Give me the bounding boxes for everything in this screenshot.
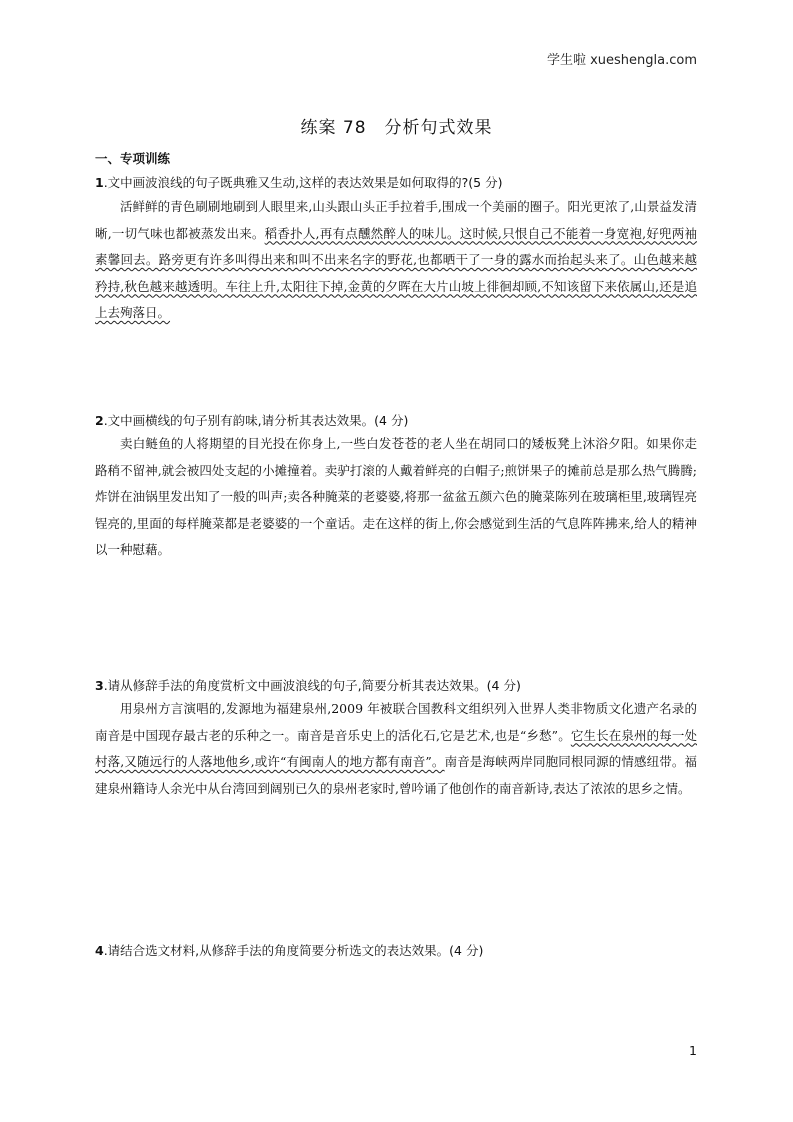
passage-text: 卖白鲢鱼的人将期望的目光投在你身上,一些白发苍苍的老人坐在胡同口的矮板凳上沐浴夕阳。如果你走路稍不留神,就会被四处支起的小摊撞着。卖驴打滚的人戴着鲜亮的白帽子;煎饼果子的摊前总是那么热气腾腾;炸饼在油锅里发出知了一般的叫声;卖各种腌菜的老婆婆,将那一盆盆五颜六色的腌菜陈列在玻璃柜里,玻璃锃亮锃亮的,里面的每样腌菜都是老婆婆的一个童话。走在这样的街上,你会感觉到生活的气息阵阵拂来,给人的精神以一种慰藉。 (95, 436, 697, 557)
question-1-passage (95, 194, 697, 327)
wavy-underlined-text: 稻香扑人,再有点醺然醉人的味儿。这时候,只恨自己不能着一身宽袍,好兜两袖素馨回去。路旁更有许多叫得出来和叫不出来名字的野花,也都晒干了一身的露水而抬起头来了。山色越来越矜持,秋色越来越透明。车往上升,太阳往下掉,金黄的夕晖在大片山坡上徘徊却顾,不知该留下来依属山,还是追上去殉落日。 (95, 225, 698, 320)
question-text: .文中画波浪线的句子既典雅又生动,这样的表达效果是如何取得的?(5 分) (103, 175, 503, 190)
passage-text: 南音是海峡两岸同胞同根同源的情感纽带。福建泉州籍诗人余光中从台湾回到阔别已久的泉州老家时,曾吟诵了他创作的南音新诗,表达了浓浓的思乡之情。 (95, 754, 697, 796)
question-2-prompt (95, 411, 695, 429)
question-number: 2 (95, 413, 104, 428)
question-text: .请从修辞手法的角度赏析文中画波浪线的句子,简要分析其表达效果。(4 分) (103, 678, 521, 693)
section-heading: 一、专项训练 (95, 151, 171, 166)
page-title: 练案 78 分析句式效果 (300, 118, 493, 138)
question-number: 4 (95, 943, 104, 958)
watermark: 学生啦 xueshengla.com (546, 53, 697, 68)
question-1-prompt (95, 173, 695, 191)
question-number: 3 (95, 678, 104, 693)
question-3-passage (95, 696, 697, 802)
question-4-prompt (95, 941, 695, 959)
passage-text: 活鲜鲜的青色刷刷地刷到人眼里来,山头跟山头正手拉着手,围成一个美丽的圈子。阳光更浓了,山景益发清晰,一切气味也都被蒸发出来。 (95, 199, 697, 241)
wavy-underlined-text: 它生长在泉州的每一处村落,又随远行的人落地他乡,或许“有闽南人的地方都有南音”。 (95, 727, 697, 769)
question-2-passage (95, 431, 697, 564)
question-3-prompt (95, 676, 695, 694)
question-number: 1 (95, 175, 104, 190)
question-text: .请结合选文材料,从修辞手法的角度简要分析选文的表达效果。(4 分) (103, 943, 484, 958)
page-number: 1 (689, 1043, 697, 1058)
question-text: .文中画横线的句子别有韵味,请分析其表达效果。(4 分) (103, 413, 409, 428)
passage-text: 用泉州方言演唱的,发源地为福建泉州,2009 年被联合国教科文组织列入世界人类非物质文化遗产名录的南音是中国现存最古老的乐种之一。南音是音乐史上的活化石,它是艺术,也是“乡愁”。 (95, 701, 697, 743)
